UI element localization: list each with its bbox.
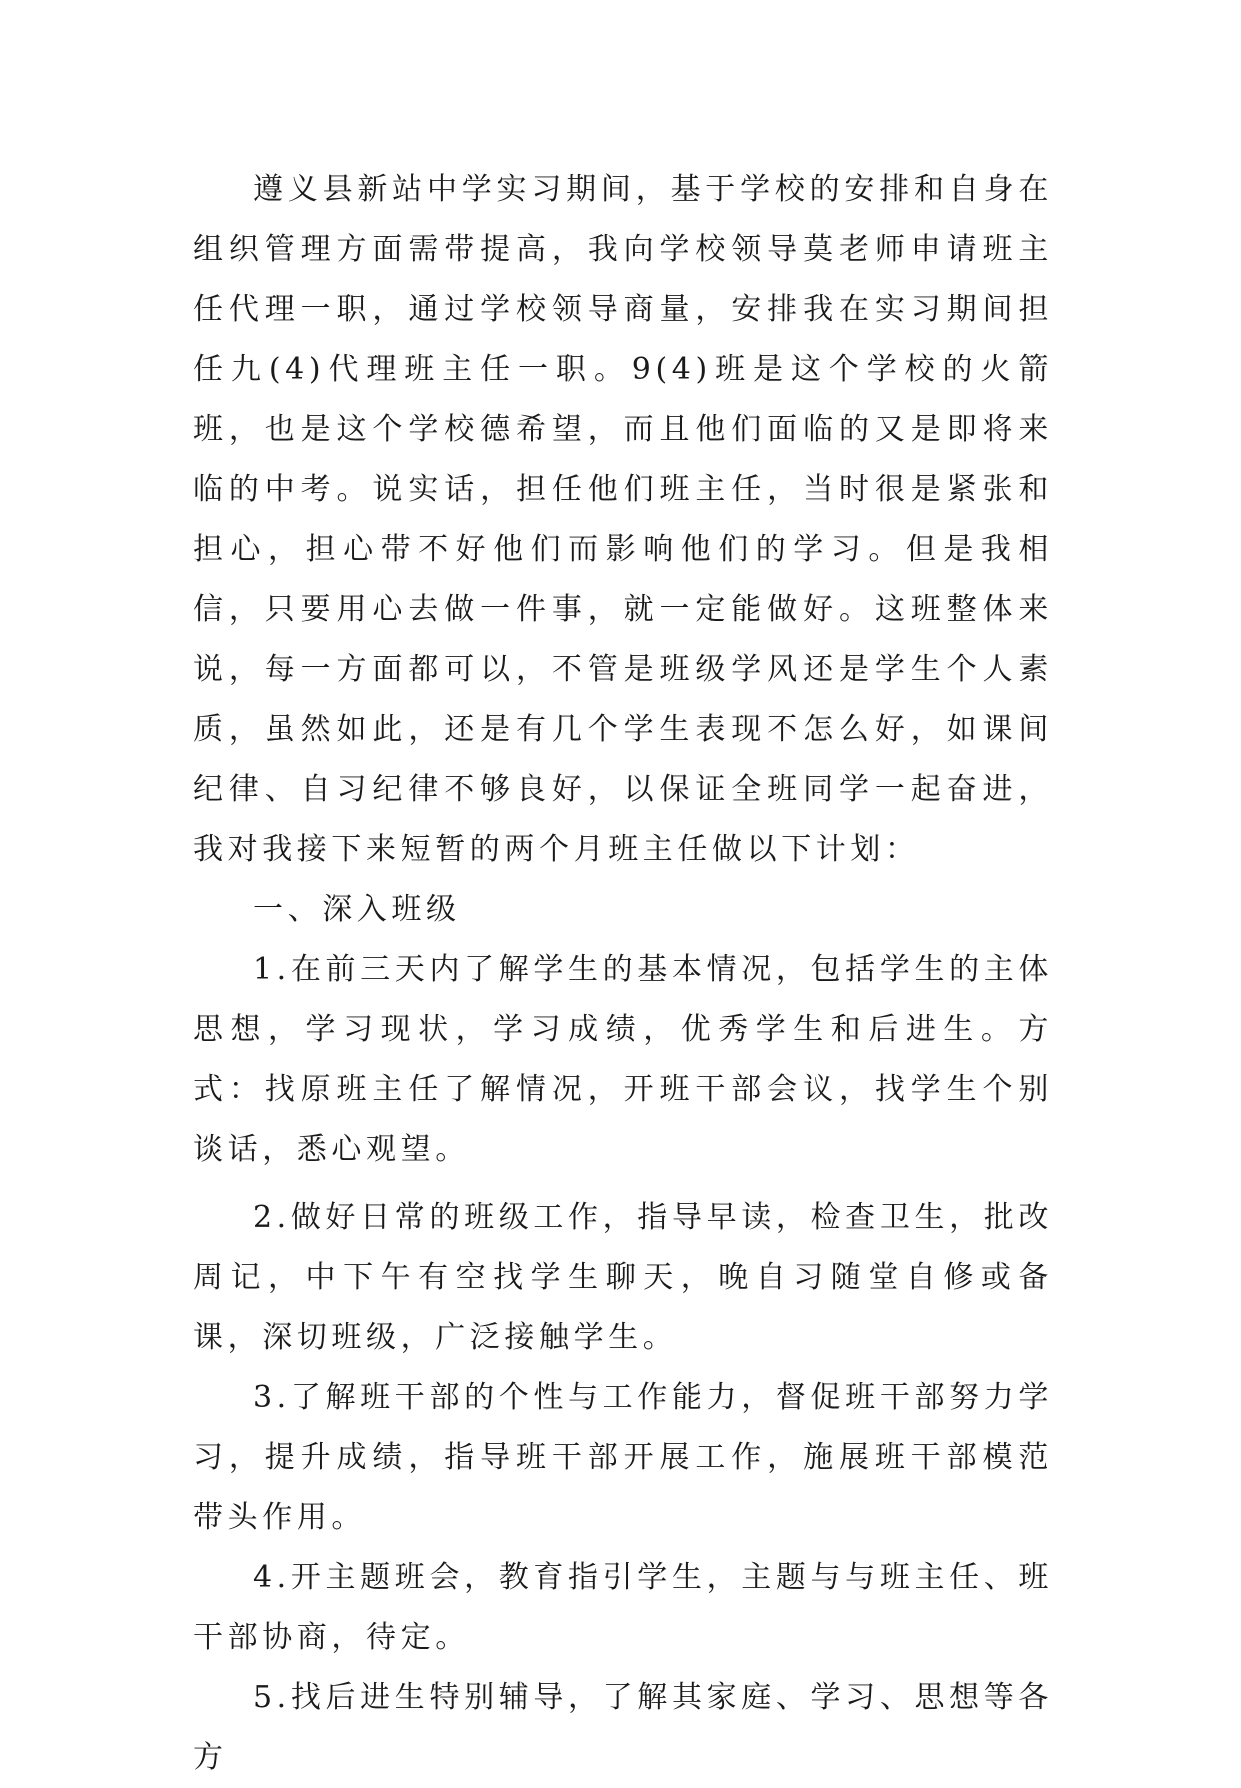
list-item-3: 3.了解班干部的个性与工作能力，督促班干部努力学习，提升成绩，指导班干部开展工作，施展班干部模范带头作用。 bbox=[193, 1380, 1053, 1535]
list-item-4: 4.开主题班会，教育指引学生，主题与与班主任、班干部协商，待定。 bbox=[193, 1560, 1053, 1655]
document-page bbox=[193, 160, 1053, 1788]
list-item-2: 2.做好日常的班级工作，指导早读，检查卫生，批改周记，中下午有空找学生聊天，晚自习随堂自修或备课，深切班级，广泛接触学生。 bbox=[193, 1200, 1053, 1355]
section-heading: 一、深入班级 bbox=[253, 892, 461, 927]
list-item-5: 5.找后进生特别辅导，了解其家庭、学习、思想等各方 bbox=[193, 1680, 1053, 1775]
list-item-1: 1.在前三天内了解学生的基本情况，包括学生的主体思想，学习现状，学习成绩，优秀学生和后进生。方式：找原班主任了解情况，开班干部会议，找学生个别谈话，悉心观望。 bbox=[193, 952, 1053, 1167]
intro-paragraph: 遵义县新站中学实习期间，基于学校的安排和自身在组织管理方面需带提高，我向学校领导莫老师申请班主任代理一职，通过学校领导商量，安排我在实习期间担任九(4)代理班主任一职。9(4)班是这个学校的火箭班，也是这个学校德希望，而且他们面临的又是即将来临的中考。说实话，担任他们班主任，当时很是紧张和担心，担心带不好他们而影响他们的学习。但是我相信，只要用心去做一件事，就一定能做好。这班整体来说，每一方面都可以，不管是班级学风还是学生个人素质，虽然如此，还是有几个学生表现不怎么好，如课间纪律、自习纪律不够良好，以保证全班同学一起奋进，我对我接下来短暂的两个月班主任做以下计划： bbox=[193, 172, 1053, 867]
